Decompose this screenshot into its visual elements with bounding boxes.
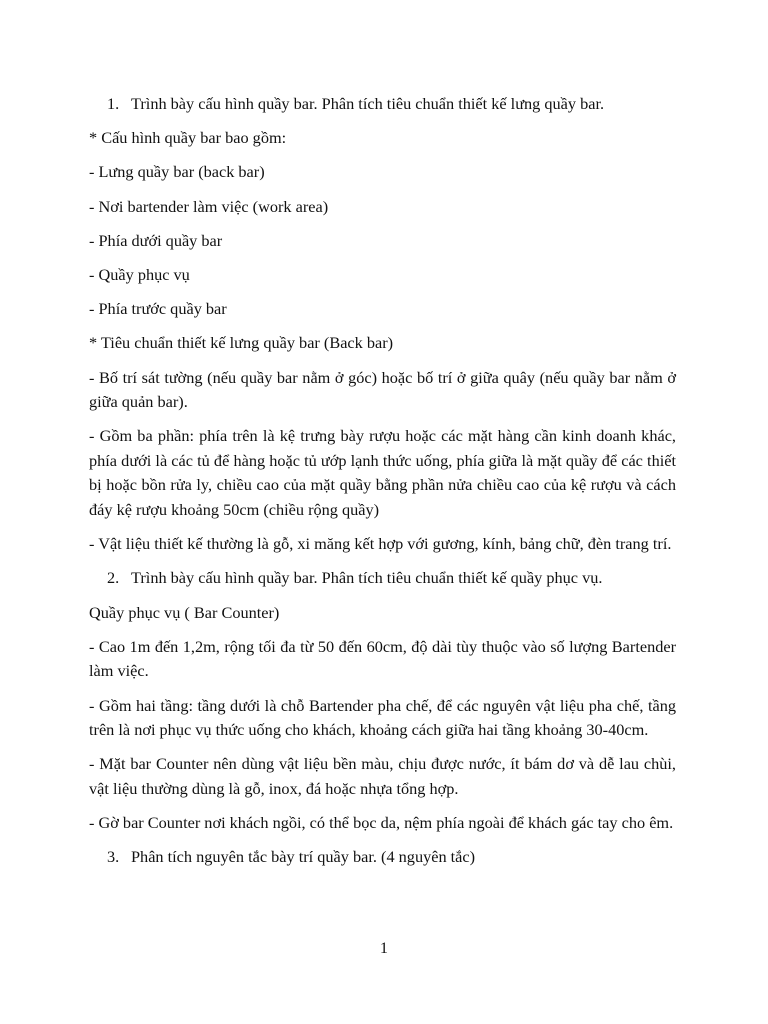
section-2-number: 2. (107, 568, 120, 588)
paragraph: - Vật liệu thiết kế thường là gỗ, xi măng kết hợp với gương, kính, bảng chữ, đèn trang trí. (89, 534, 672, 554)
paragraph: * Tiêu chuẩn thiết kế lưng quầy bar (Back bar) (89, 333, 394, 353)
paragraph: - Phía trước quầy bar (89, 299, 227, 319)
section-3-number: 3. (107, 847, 120, 867)
section-1-heading (89, 92, 676, 117)
paragraph: - Cao 1m đến 1,2m, rộng tối đa từ 50 đến 60cm, độ dài tùy thuộc vào số lượng Bartender làm việc. (89, 636, 676, 681)
page-number: 1 (379, 938, 389, 957)
paragraph: - Mặt bar Counter nên dùng vật liệu bền màu, chịu được nước, ít bám dơ và dễ lau chùi, vật liệu thường dùng là gỗ, inox, đá hoặc nhựa tổng hợp. (89, 754, 676, 798)
paragraph: - Nơi bartender làm việc (work area) (89, 196, 329, 216)
paragraph: - Phía dưới quầy bar (89, 230, 223, 250)
section-1-title: Trình bày cấu hình quầy bar. Phân tích tiêu chuẩn thiết kế lưng quầy bar. (131, 94, 605, 113)
paragraph: - Gồm ba phần: phía trên là kệ trưng bày rượu hoặc các mặt hàng cần kinh doanh khác, phía dưới là các tủ để hàng hoặc tủ ướp lạnh thức uống, phía giữa là mặt quầy để các thiết bị hoặc bồn rửa ly, chiều cao của mặt quầy bằng phần nửa chiều cao của kệ rượu và cách đáy kệ rượu khoảng 50cm (chiều rộng quầy) (89, 426, 676, 520)
paragraph: - Bố trí sát tường (nếu quầy bar nằm ở góc) hoặc bố trí ở giữa quây (nếu quầy bar nằm ở giữa quản bar). (89, 367, 676, 412)
paragraph: - Gồm hai tầng: tầng dưới là chỗ Bartender pha chế, để các nguyên vật liệu pha chế, tầng trên là nơi phục vụ thức uống cho khách, khoảng cách giữa hai tầng khoảng 30-40cm. (89, 695, 676, 740)
section-2-title: Trình bày cấu hình quầy bar. Phân tích tiêu chuẩn thiết kế quầy phục vụ. (131, 568, 603, 588)
section-3-title: Phân tích nguyên tắc bày trí quầy bar. (4 nguyên tắc) (131, 847, 476, 867)
paragraph: * Cấu hình quầy bar bao gồm: (89, 128, 287, 148)
section-1-number: 1. (107, 94, 120, 113)
paragraph: - Quầy phục vụ (89, 264, 190, 284)
paragraph: - Gờ bar Counter nơi khách ngồi, có thể bọc da, nệm phía ngoài để khách gác tay cho êm. (89, 813, 674, 833)
paragraph: - Lưng quầy bar (back bar) (89, 162, 265, 182)
section-2-heading (89, 566, 676, 591)
paragraph: Quầy phục vụ ( Bar Counter) (89, 602, 280, 622)
section-3-heading (89, 845, 676, 870)
document-body (89, 92, 676, 880)
